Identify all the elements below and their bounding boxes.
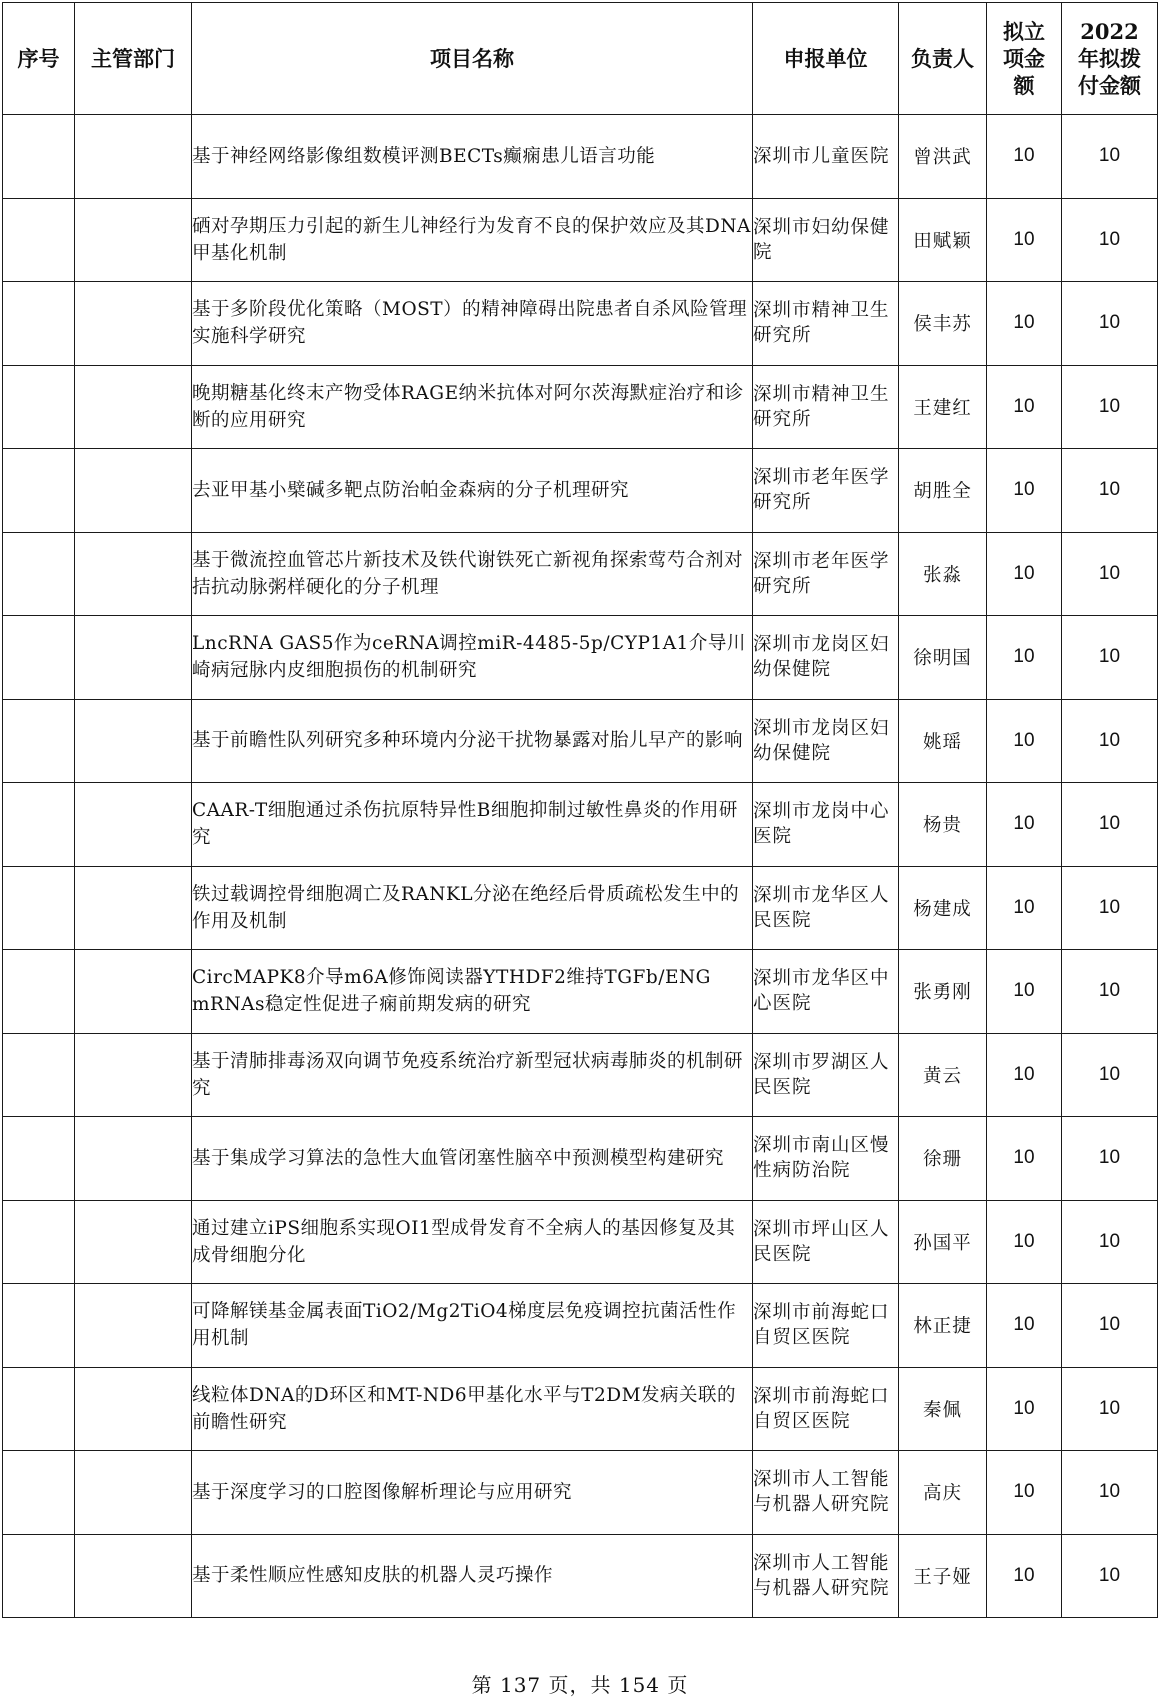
cell-dept (75, 282, 192, 366)
cell-seq (3, 783, 75, 867)
cell-allocated: 10 (1062, 1534, 1158, 1618)
cell-project: 可降解镁基金属表面TiO2/Mg2TiO4梯度层免疫调控抗菌活性作用机制 (192, 1284, 753, 1368)
cell-person: 王建红 (899, 365, 987, 449)
cell-unit: 深圳市龙华区中心医院 (753, 950, 899, 1034)
cell-person: 张淼 (899, 532, 987, 616)
cell-approved: 10 (987, 1033, 1062, 1117)
cell-seq (3, 866, 75, 950)
cell-project: 通过建立iPS细胞系实现OI1型成骨发育不全病人的基因修复及其成骨细胞分化 (192, 1200, 753, 1284)
cell-approved: 10 (987, 699, 1062, 783)
cell-allocated: 10 (1062, 1117, 1158, 1201)
cell-allocated: 10 (1062, 115, 1158, 199)
table-row (3, 532, 1158, 616)
page-number: 第 137 页，共 154 页 (471, 1673, 689, 1697)
header-project: 项目名称 (192, 3, 753, 115)
cell-dept (75, 198, 192, 282)
cell-seq (3, 1033, 75, 1117)
cell-unit: 深圳市龙岗中心医院 (753, 783, 899, 867)
cell-person: 胡胜全 (899, 449, 987, 533)
cell-dept (75, 699, 192, 783)
cell-allocated: 10 (1062, 616, 1158, 700)
cell-person: 曾洪武 (899, 115, 987, 199)
table-row (3, 699, 1158, 783)
cell-project: 硒对孕期压力引起的新生儿神经行为发育不良的保护效应及其DNA甲基化机制 (192, 198, 753, 282)
cell-allocated: 10 (1062, 198, 1158, 282)
table-row (3, 950, 1158, 1034)
header-person: 负责人 (899, 3, 987, 115)
cell-dept (75, 950, 192, 1034)
cell-seq (3, 115, 75, 199)
cell-dept (75, 1117, 192, 1201)
cell-seq (3, 699, 75, 783)
cell-project: CircMAPK8介导m6A修饰阅读器YTHDF2维持TGFb/ENG mRNAs稳定性促进子痫前期发病的研究 (192, 950, 753, 1034)
cell-approved: 10 (987, 365, 1062, 449)
cell-dept (75, 1451, 192, 1535)
cell-seq (3, 1367, 75, 1451)
cell-person: 秦佩 (899, 1367, 987, 1451)
cell-dept (75, 115, 192, 199)
header-unit: 申报单位 (753, 3, 899, 115)
cell-allocated: 10 (1062, 1367, 1158, 1451)
cell-approved: 10 (987, 616, 1062, 700)
cell-seq (3, 950, 75, 1034)
cell-seq (3, 198, 75, 282)
cell-project: 基于多阶段优化策略（MOST）的精神障碍出院患者自杀风险管理实施科学研究 (192, 282, 753, 366)
cell-allocated: 10 (1062, 365, 1158, 449)
table-row (3, 1451, 1158, 1535)
cell-unit: 深圳市人工智能与机器人研究院 (753, 1451, 899, 1535)
cell-seq (3, 449, 75, 533)
cell-allocated: 10 (1062, 699, 1158, 783)
cell-project: 基于集成学习算法的急性大血管闭塞性脑卒中预测模型构建研究 (192, 1117, 753, 1201)
cell-approved: 10 (987, 783, 1062, 867)
cell-seq (3, 532, 75, 616)
cell-project: 晚期糖基化终末产物受体RAGE纳米抗体对阿尔茨海默症治疗和诊断的应用研究 (192, 365, 753, 449)
cell-dept (75, 783, 192, 867)
funding-table (2, 2, 1158, 1618)
cell-allocated: 10 (1062, 1033, 1158, 1117)
cell-allocated: 10 (1062, 950, 1158, 1034)
cell-person: 田赋颖 (899, 198, 987, 282)
cell-approved: 10 (987, 1451, 1062, 1535)
cell-approved: 10 (987, 866, 1062, 950)
cell-dept (75, 1284, 192, 1368)
table-row (3, 1534, 1158, 1618)
cell-person: 王子娅 (899, 1534, 987, 1618)
cell-unit: 深圳市精神卫生研究所 (753, 282, 899, 366)
cell-dept (75, 1367, 192, 1451)
cell-person: 孙国平 (899, 1200, 987, 1284)
table-row (3, 1117, 1158, 1201)
cell-seq (3, 1534, 75, 1618)
cell-unit: 深圳市龙岗区妇幼保健院 (753, 616, 899, 700)
cell-person: 杨贵 (899, 783, 987, 867)
cell-dept (75, 449, 192, 533)
cell-allocated: 10 (1062, 449, 1158, 533)
cell-allocated: 10 (1062, 532, 1158, 616)
cell-approved: 10 (987, 950, 1062, 1034)
cell-unit: 深圳市人工智能与机器人研究院 (753, 1534, 899, 1618)
cell-project: CAAR-T细胞通过杀伤抗原特异性B细胞抑制过敏性鼻炎的作用研究 (192, 783, 753, 867)
cell-dept (75, 365, 192, 449)
cell-person: 高庆 (899, 1451, 987, 1535)
cell-approved: 10 (987, 1534, 1062, 1618)
header-allocated: 2022年拟拨付金额 (1062, 3, 1158, 115)
table-row (3, 866, 1158, 950)
cell-project: 基于微流控血管芯片新技术及铁代谢铁死亡新视角探索莺芍合剂对拮抗动脉粥样硬化的分子机理 (192, 532, 753, 616)
cell-project: 基于深度学习的口腔图像解析理论与应用研究 (192, 1451, 753, 1535)
cell-approved: 10 (987, 449, 1062, 533)
cell-seq (3, 1284, 75, 1368)
cell-approved: 10 (987, 1200, 1062, 1284)
cell-project: 去亚甲基小檗碱多靶点防治帕金森病的分子机理研究 (192, 449, 753, 533)
cell-approved: 10 (987, 1367, 1062, 1451)
cell-approved: 10 (987, 1284, 1062, 1368)
cell-unit: 深圳市老年医学研究所 (753, 532, 899, 616)
cell-unit: 深圳市精神卫生研究所 (753, 365, 899, 449)
table-row (3, 783, 1158, 867)
cell-seq (3, 1117, 75, 1201)
cell-unit: 深圳市妇幼保健院 (753, 198, 899, 282)
cell-approved: 10 (987, 115, 1062, 199)
header-seq: 序号 (3, 3, 75, 115)
cell-person: 徐明国 (899, 616, 987, 700)
cell-dept (75, 1534, 192, 1618)
cell-person: 张勇刚 (899, 950, 987, 1034)
cell-allocated: 10 (1062, 866, 1158, 950)
cell-project: 基于神经网络影像组数模评测BECTs癫痫患儿语言功能 (192, 115, 753, 199)
cell-person: 姚瑶 (899, 699, 987, 783)
cell-allocated: 10 (1062, 783, 1158, 867)
cell-seq (3, 282, 75, 366)
cell-dept (75, 1200, 192, 1284)
cell-person: 林正捷 (899, 1284, 987, 1368)
cell-approved: 10 (987, 282, 1062, 366)
cell-seq (3, 365, 75, 449)
cell-unit: 深圳市龙华区人民医院 (753, 866, 899, 950)
cell-unit: 深圳市罗湖区人民医院 (753, 1033, 899, 1117)
cell-dept (75, 532, 192, 616)
header-row (3, 3, 1158, 115)
cell-approved: 10 (987, 1117, 1062, 1201)
table-row (3, 365, 1158, 449)
header-dept: 主管部门 (75, 3, 192, 115)
header-approved: 拟立项金额 (987, 3, 1062, 115)
cell-unit: 深圳市儿童医院 (753, 115, 899, 199)
table-row (3, 449, 1158, 533)
cell-seq (3, 1451, 75, 1535)
table-row (3, 1033, 1158, 1117)
table-row (3, 1367, 1158, 1451)
cell-unit: 深圳市老年医学研究所 (753, 449, 899, 533)
cell-allocated: 10 (1062, 1200, 1158, 1284)
cell-dept (75, 1033, 192, 1117)
cell-person: 黄云 (899, 1033, 987, 1117)
cell-person: 侯丰苏 (899, 282, 987, 366)
cell-unit: 深圳市前海蛇口自贸区医院 (753, 1284, 899, 1368)
table-row (3, 1200, 1158, 1284)
cell-project: 基于前瞻性队列研究多种环境内分泌干扰物暴露对胎儿早产的影响 (192, 699, 753, 783)
cell-dept (75, 616, 192, 700)
cell-person: 徐珊 (899, 1117, 987, 1201)
cell-project: 基于清肺排毒汤双向调节免疫系统治疗新型冠状病毒肺炎的机制研究 (192, 1033, 753, 1117)
table-row (3, 1284, 1158, 1368)
cell-seq (3, 616, 75, 700)
cell-unit: 深圳市前海蛇口自贸区医院 (753, 1367, 899, 1451)
table-row (3, 198, 1158, 282)
table-row (3, 282, 1158, 366)
cell-unit: 深圳市南山区慢性病防治院 (753, 1117, 899, 1201)
table-row (3, 115, 1158, 199)
cell-project: 线粒体DNA的D环区和MT-ND6甲基化水平与T2DM发病关联的前瞻性研究 (192, 1367, 753, 1451)
cell-allocated: 10 (1062, 282, 1158, 366)
cell-dept (75, 866, 192, 950)
cell-project: 铁过载调控骨细胞凋亡及RANKL分泌在绝经后骨质疏松发生中的作用及机制 (192, 866, 753, 950)
cell-project: LncRNA GAS5作为ceRNA调控miR-4485-5p/CYP1A1介导川崎病冠脉内皮细胞损伤的机制研究 (192, 616, 753, 700)
cell-unit: 深圳市坪山区人民医院 (753, 1200, 899, 1284)
cell-person: 杨建成 (899, 866, 987, 950)
cell-unit: 深圳市龙岗区妇幼保健院 (753, 699, 899, 783)
cell-allocated: 10 (1062, 1284, 1158, 1368)
table-row (3, 616, 1158, 700)
cell-approved: 10 (987, 198, 1062, 282)
cell-approved: 10 (987, 532, 1062, 616)
cell-project: 基于柔性顺应性感知皮肤的机器人灵巧操作 (192, 1534, 753, 1618)
cell-allocated: 10 (1062, 1451, 1158, 1535)
cell-seq (3, 1200, 75, 1284)
